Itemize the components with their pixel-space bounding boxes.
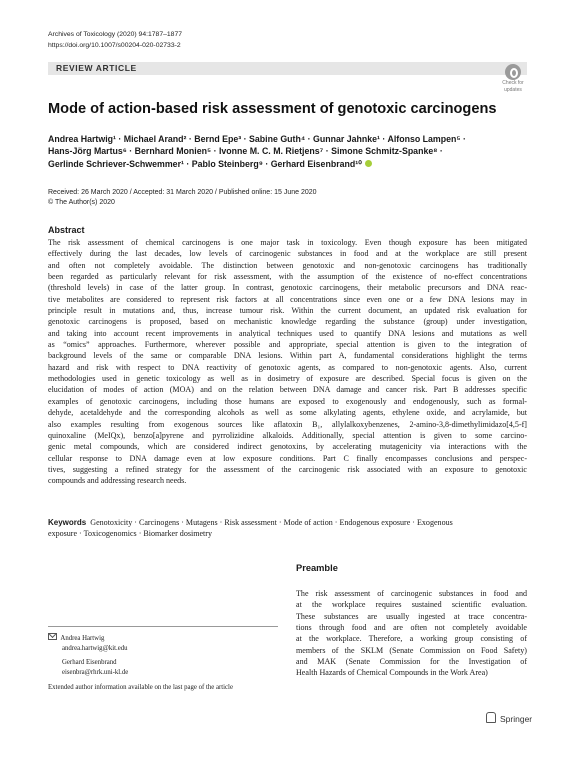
contact-email[interactable]: andrea.hartwig@kit.edu bbox=[62, 644, 128, 652]
abstract-line: principle result in mutations and, thus, increase tumour risk. Within the current document, an updated risk evaluation for bbox=[48, 306, 527, 316]
preamble-line: The risk assessment of carcinogenic substances in food and bbox=[296, 589, 527, 598]
footnote-divider bbox=[48, 626, 278, 627]
abstract-body bbox=[48, 237, 527, 487]
abstract-line: genic metal compounds, which are considered indirect genotoxins, by accelerating mutagenicity via interactions with the bbox=[48, 442, 527, 452]
preamble-line: members of the SKLM (Senate Commission on Food Safety) bbox=[296, 645, 527, 655]
extended-author-note: Extended author information available on the last page of the article bbox=[48, 684, 233, 691]
contact-name: Gerhard Eisenbrand bbox=[62, 659, 117, 666]
abstract-line: The risk assessment of chemical carcinogens is one major task in toxicology. Even though exposure has been mitigated bbox=[48, 238, 527, 247]
author-line-1 bbox=[48, 133, 527, 145]
springer-logo bbox=[486, 712, 532, 724]
author-line-3-text: Gerlinde Schriever‑Schwemmer¹ · Pablo Steinberg⁹ · Gerhard Eisenbrand¹⁰ bbox=[48, 158, 362, 169]
article-type-label: REVIEW ARTICLE bbox=[56, 63, 137, 73]
abstract-line: examples of genotoxic carcinogens, including those humans are exposed to exogenously and endogenously, such as formal- bbox=[48, 396, 527, 406]
preamble-line: at the workplace requires sustained scientific evaluation. bbox=[296, 600, 527, 610]
author-line-3 bbox=[48, 158, 527, 170]
preamble-line: and MAK (Senate Commission for the Investigation of bbox=[296, 657, 527, 667]
abstract-line: genotoxic carcinogens is proposed, based on mechanistic knowledge regarding the substance (group) under investigation, bbox=[48, 317, 527, 327]
abstract-line: effectively during the last decades, low levels of carcinogenic substances in food and at the workplace are still present bbox=[48, 249, 527, 259]
abstract-line: also examples resulting from exogenous sources like aflatoxin B₁, allylalkoxybenzenes, 2-amino-3,8-dimethylimidazo[4,5-f] bbox=[48, 419, 527, 429]
copyright-line: © The Author(s) 2020 bbox=[48, 199, 115, 206]
publisher-name: Springer bbox=[500, 714, 533, 724]
envelope-icon bbox=[48, 633, 57, 640]
author-list bbox=[48, 133, 527, 170]
abstract-line: tives, suggesting a refined strategy for the assessment of the carcinogenic risk associated with an exposure to genotoxic bbox=[48, 464, 527, 474]
abstract-line: been regarded as particularly relevant for risk assessment, with the assumption of the existence of no-effect concentrations bbox=[48, 272, 527, 282]
check-for-updates-badge[interactable] bbox=[499, 64, 527, 94]
abstract-line: methodologies used in genetic toxicology as well as in dosimetry of exposure are described. Special focus is given on the bbox=[48, 374, 527, 384]
abstract-line: elucidation of modes of action (MOA) and on the relation between DNA damage and cancer risk. Part B addresses specific bbox=[48, 385, 527, 395]
springer-horse-icon bbox=[486, 712, 496, 723]
abstract-line: and taking into account recent improvements in analytical techniques used to quantify DNA lesions and mutations as well bbox=[48, 328, 527, 338]
author-line-1-text: Andrea Hartwig¹ · Michael Arand² · Bernd Epe³ · Sabine Guth⁴ · Gunnar Jahnke¹ · Alfonso Lampen⁵ · bbox=[48, 134, 466, 144]
abstract-line: (threshold levels) in case of the latter group. In contrast, genotoxic carcinogens, their metabolic precursors and DNA reac- bbox=[48, 283, 527, 293]
keywords-line-2: exposure · Toxicogenomics · Biomarker dosimetry bbox=[48, 529, 212, 539]
abstract-line: and often not completely avoidable. The distinction between genotoxic and non-genotoxic carcinogens has traditionally bbox=[48, 260, 527, 270]
abstract-line: cellular response to DNA damage even at low exposure conditions. Part C finally encompasses conclusions and perspec- bbox=[48, 453, 527, 463]
preamble-line: Health Hazards of Chemical Compounds in the Work Area) bbox=[296, 668, 488, 678]
preamble-line: at the workplace. Therefore, a working group consisting of bbox=[296, 634, 527, 644]
badge-text-2: updates bbox=[504, 86, 522, 93]
preamble-heading: Preamble bbox=[296, 563, 338, 573]
badge-text-1: Check for bbox=[502, 80, 524, 86]
dates-line: Received: 26 March 2020 / Accepted: 31 March 2020 / Published online: 15 June 2020 bbox=[48, 189, 317, 196]
article-type-band bbox=[48, 62, 527, 75]
keywords-text-1: Genotoxicity · Carcinogens · Mutagens · Risk assessment · Mode of action · Endogenous exposure · Exogenous bbox=[90, 518, 453, 527]
orcid-icon[interactable] bbox=[365, 160, 372, 167]
preamble-line: These substances are usually ingested at trace concentra- bbox=[296, 611, 527, 621]
doi-link[interactable]: https://doi.org/10.1007/s00204-020-02733-2 bbox=[48, 41, 181, 49]
keywords bbox=[48, 517, 527, 540]
keywords-line-1 bbox=[48, 517, 527, 528]
abstract-line: hazard and risk with respect to DNA reactivity of genotoxic agents, as compared to non-genotoxic agents. Also, current bbox=[48, 362, 527, 372]
preamble-line: tions through food and are often not completely avoidable bbox=[296, 623, 527, 633]
journal-citation bbox=[48, 30, 182, 51]
abstract-heading: Abstract bbox=[48, 225, 85, 235]
article-title: Mode of action-based risk assessment of genotoxic carcinogens bbox=[48, 101, 497, 117]
preamble-body bbox=[296, 588, 527, 679]
check-for-updates-icon bbox=[505, 64, 521, 80]
contact-1 bbox=[48, 633, 128, 653]
contact-name: Andrea Hartwig bbox=[60, 635, 105, 642]
author-line-2-text: Hans‑Jörg Martus⁶ · Bernhard Monien⁵ · Ivonne M. C. M. Rietjens⁷ · Simone Schmitz‑Spanke⁸ · bbox=[48, 146, 443, 157]
abstract-line: compounds and addressing research needs. bbox=[48, 476, 187, 486]
abstract-line: background levels of the same or comparable DNA lesions. Within part A, fundamental considerations highlight the terms bbox=[48, 351, 527, 361]
author-line-2 bbox=[48, 145, 527, 157]
abstract-line: dehyde, acetaldehyde and the corresponding alcohols as well as some alkylating agents, ethylene oxide, and acrylamide, but bbox=[48, 408, 527, 418]
contact-2 bbox=[48, 658, 128, 677]
abstract-line: as “omics” approaches. Furthermore, wherever possible and appropriate, special attention is given to the integration of bbox=[48, 340, 527, 350]
keywords-label: Keywords bbox=[48, 518, 87, 527]
abstract-line: quinoxaline (MeIQx), benzo[a]pyrene and pyrrolizidine alkaloids. Additionally, special attention is given to some carcino- bbox=[48, 430, 527, 440]
abstract-line: tive metabolites are considered to represent risk factors at all concentrations since even one or a few DNA lesions may in bbox=[48, 294, 527, 304]
contact-email[interactable]: eisenbra@rhrk.uni-kl.de bbox=[62, 668, 129, 676]
journal-issue: Archives of Toxicology (2020) 94:1787–1877 bbox=[48, 31, 183, 38]
publication-dates bbox=[48, 188, 317, 208]
